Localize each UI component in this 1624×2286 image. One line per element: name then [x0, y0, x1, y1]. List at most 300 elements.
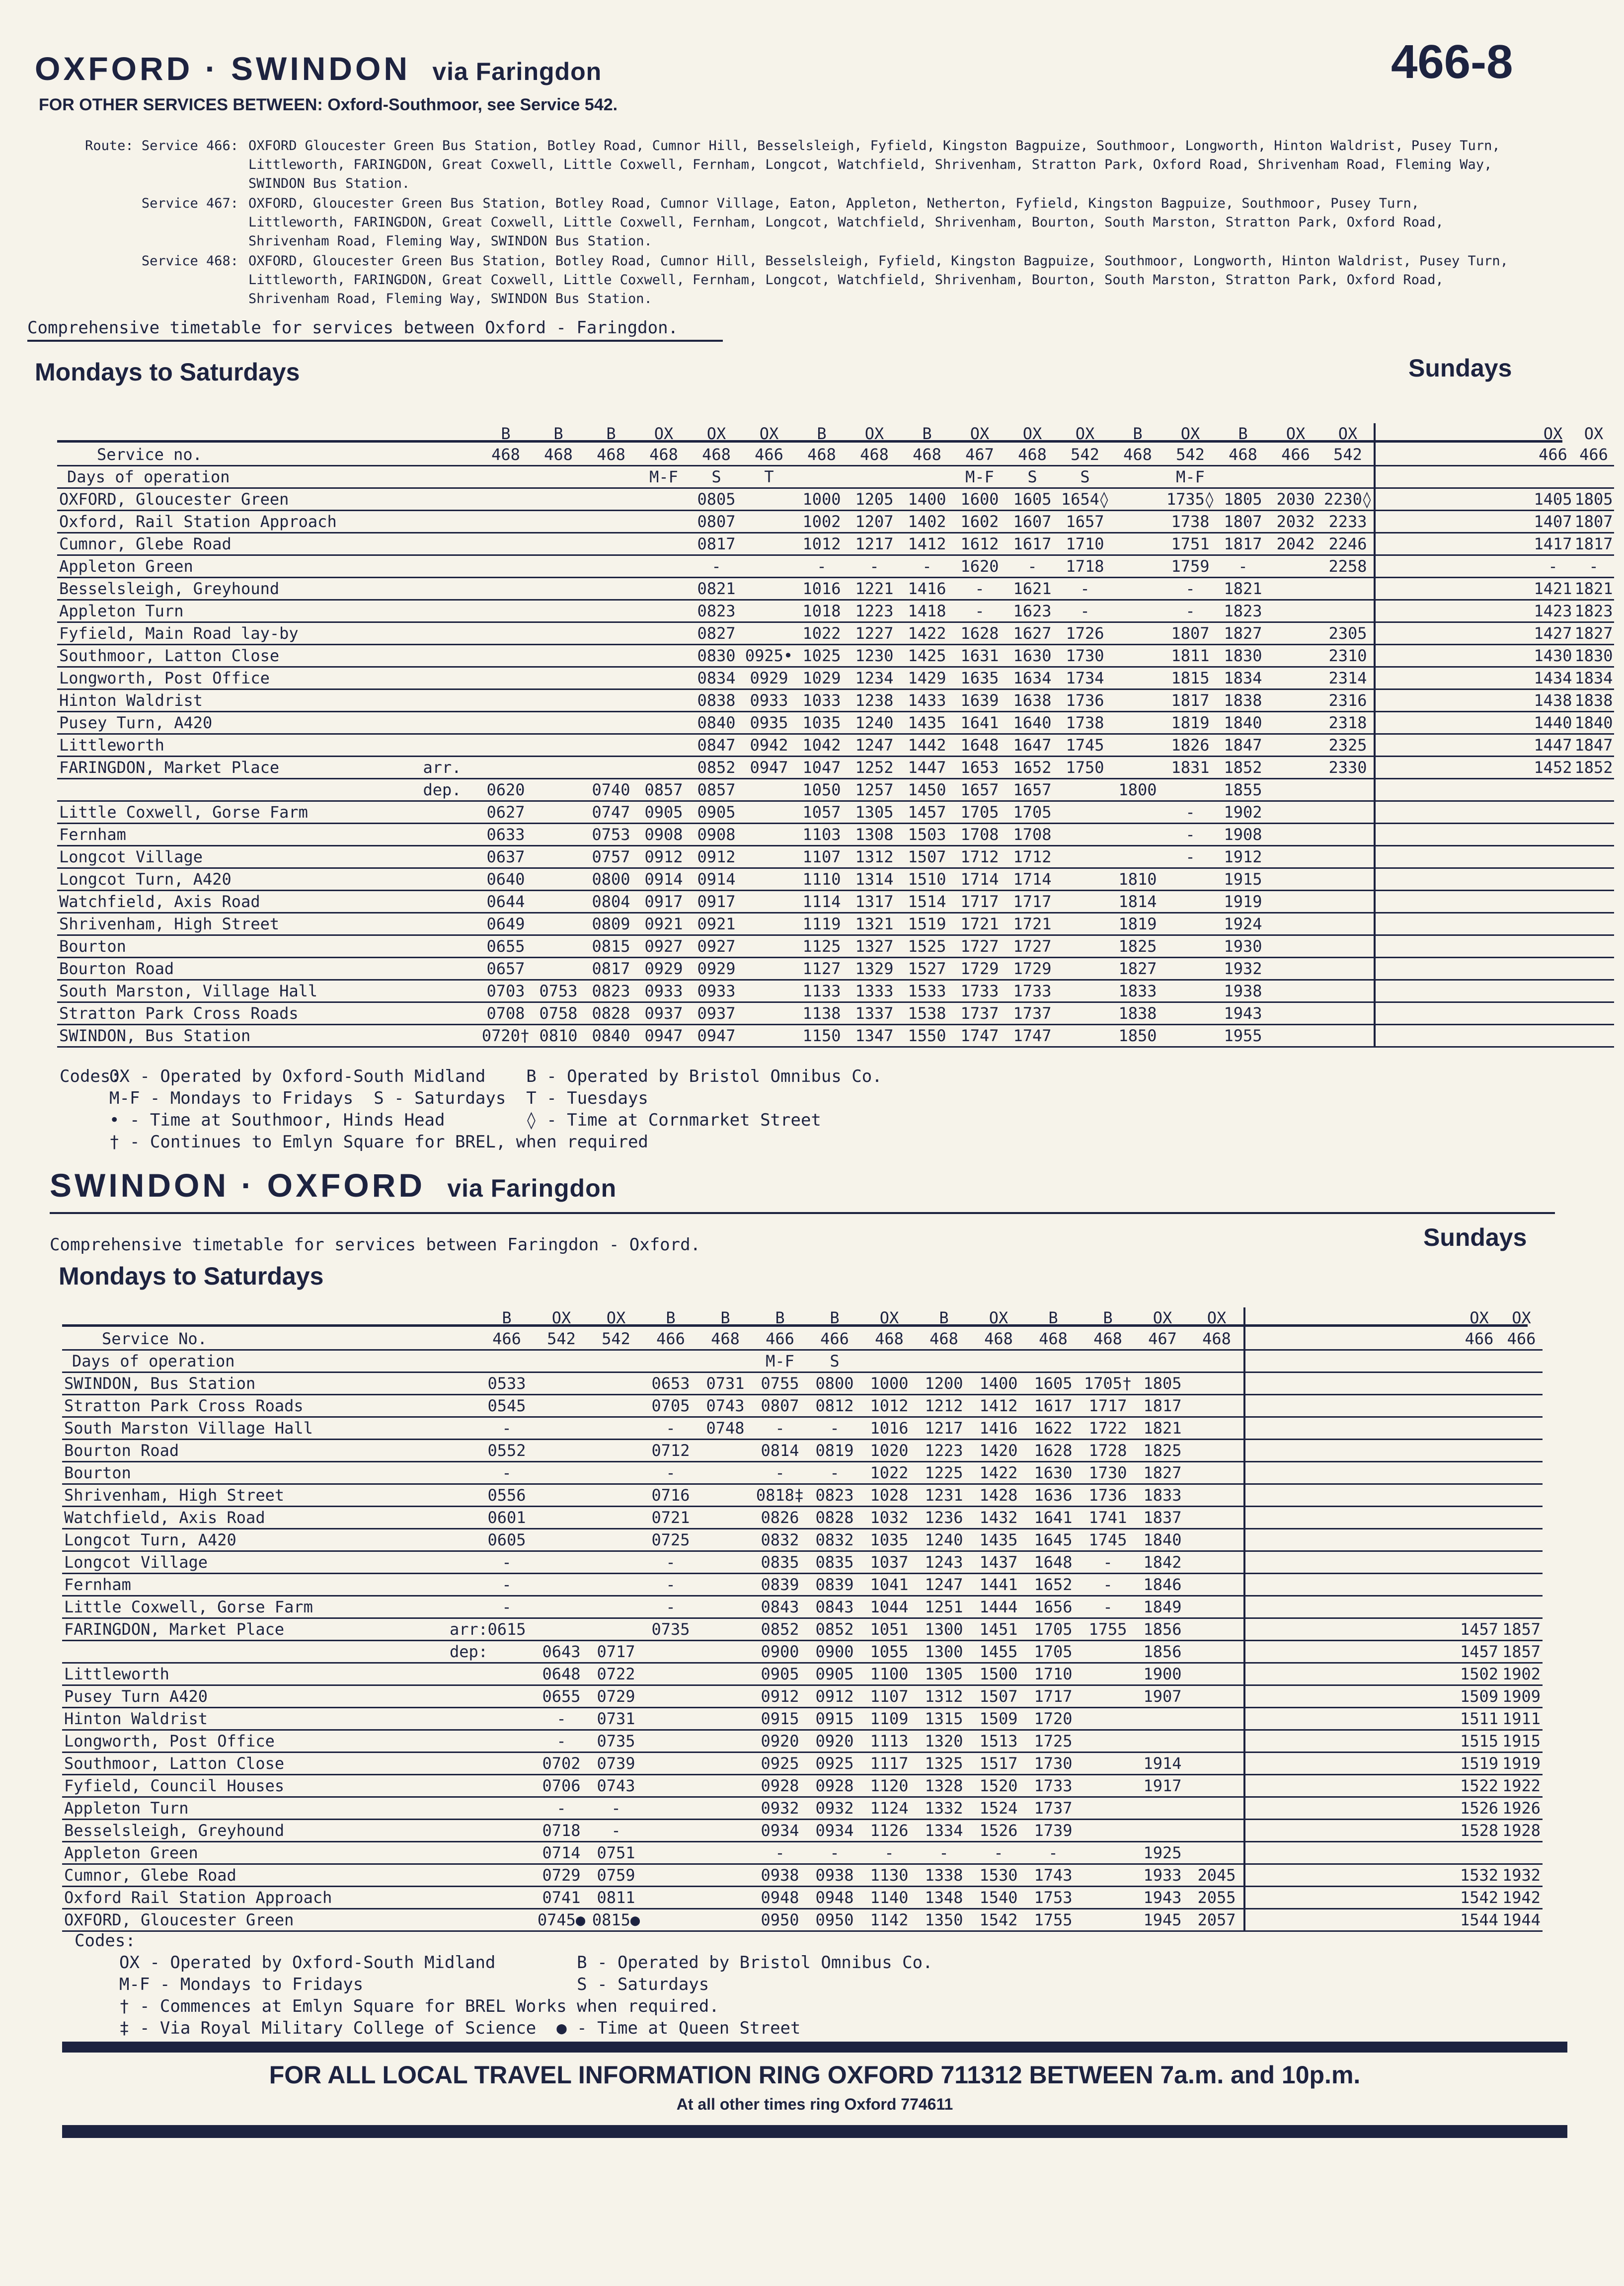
time-cell [643, 1820, 698, 1842]
header-cell: 468 [901, 444, 953, 466]
stop-name: OXFORD, Gloucester Green [62, 1909, 450, 1931]
time-cell: 1100 [862, 1663, 917, 1685]
sunday-divider [1244, 1507, 1458, 1529]
time-cell: 1000 [862, 1372, 917, 1395]
header-cell [1135, 1350, 1190, 1372]
header-cell [698, 1350, 753, 1372]
stop-name: Watchfield, Axis Road [62, 1507, 450, 1529]
time-cell: 1630 [1026, 1462, 1081, 1484]
time-cell: - [862, 1842, 917, 1864]
time-cell: 0703 [479, 980, 532, 1002]
time-cell [589, 1507, 643, 1529]
time-cell [1322, 935, 1375, 958]
time-cell: 1257 [848, 779, 901, 801]
time-cell [698, 1596, 753, 1618]
timetable-row [62, 1395, 1543, 1417]
time-cell [1190, 1753, 1244, 1775]
header-cell [795, 466, 848, 488]
sunday-time-cell: 1807 [1573, 511, 1614, 533]
time-cell: 1533 [901, 980, 953, 1002]
time-cell: 0921 [637, 913, 690, 935]
time-cell: 1525 [901, 935, 953, 958]
time-cell: - [1081, 1574, 1135, 1596]
time-cell: 0640 [479, 868, 532, 891]
time-cell: 1830 [1217, 645, 1269, 667]
header-cell: M-F [637, 466, 690, 488]
header-cell: 466 [1269, 444, 1322, 466]
sunday-divider [1375, 712, 1533, 734]
time-cell: 1527 [901, 958, 953, 980]
time-cell: 1451 [971, 1618, 1026, 1641]
stop-name [62, 1641, 450, 1663]
time-cell [637, 667, 690, 689]
header-cell [1026, 1350, 1081, 1372]
stop-name: Longworth, Post Office [62, 1730, 450, 1753]
time-cell [637, 757, 690, 779]
time-cell: 0817 [585, 958, 637, 980]
sunday-time-cell: 1817 [1573, 533, 1614, 555]
time-cell [1269, 846, 1322, 868]
sunday-time-cell [1573, 846, 1614, 868]
time-cell: 1334 [917, 1820, 971, 1842]
time-cell: 0925 [753, 1753, 807, 1775]
stop-name: Oxford, Rail Station Approach [57, 511, 405, 533]
sunday-time-cell: - [1573, 555, 1614, 578]
time-cell [743, 600, 795, 622]
time-cell: 1819 [1164, 712, 1217, 734]
stop-sub [405, 488, 479, 511]
stop-name: Besselsleigh, Greyhound [57, 578, 405, 600]
time-cell [1322, 1002, 1375, 1025]
header-cell: 466 [1500, 1328, 1543, 1350]
time-cell: 0905 [690, 801, 743, 824]
time-cell: 0912 [753, 1685, 807, 1708]
time-cell: 1012 [862, 1395, 917, 1417]
row-label [57, 423, 479, 444]
timetable-row [57, 824, 1614, 846]
header-cell: OX [654, 424, 674, 443]
sunday-divider [1244, 1663, 1458, 1685]
sunday-time-cell [1500, 1596, 1543, 1618]
sunday-time-cell [1533, 846, 1573, 868]
time-cell: 1300 [917, 1618, 971, 1641]
time-cell [698, 1864, 753, 1887]
time-cell [585, 600, 637, 622]
time-cell: 1739 [1026, 1820, 1081, 1842]
time-cell: 0843 [753, 1596, 807, 1618]
timetable-row [57, 958, 1614, 980]
time-cell: 1444 [971, 1596, 1026, 1618]
time-cell [637, 578, 690, 600]
time-cell: 0605 [479, 1529, 534, 1551]
time-cell [1269, 734, 1322, 757]
title-destination: SWINDON [231, 50, 410, 87]
time-cell: 1645 [1026, 1529, 1081, 1551]
time-cell: 0942 [743, 734, 795, 757]
stop-name: Longcot Turn, A420 [57, 868, 405, 891]
sunday-divider [1375, 689, 1533, 712]
sunday-time-cell: 1511 [1458, 1708, 1500, 1730]
time-cell [585, 757, 637, 779]
sunday-time-cell: 1417 [1533, 533, 1573, 555]
stop-sub [405, 980, 479, 1002]
header-cell: B [553, 424, 563, 443]
time-cell [479, 1730, 534, 1753]
time-cell: 0827 [690, 622, 743, 645]
header-cell: 468 [479, 444, 532, 466]
code-line: M-F - Mondays to Fridays S - Saturdays T - Tuesdays [109, 1088, 648, 1108]
time-cell: 1607 [1006, 511, 1059, 533]
time-cell [479, 734, 532, 757]
time-cell [1322, 958, 1375, 980]
time-cell: 0932 [753, 1797, 807, 1820]
time-cell: 0620 [479, 779, 532, 801]
time-cell: - [479, 1551, 534, 1574]
time-cell: 0828 [585, 1002, 637, 1025]
time-cell [1269, 1025, 1322, 1047]
time-cell: 1810 [1111, 868, 1164, 891]
sunday-time-cell: 1430 [1533, 645, 1573, 667]
stop-sub [405, 533, 479, 555]
time-cell: 1800 [1111, 779, 1164, 801]
time-cell: 1717 [1026, 1685, 1081, 1708]
time-cell [534, 1417, 589, 1440]
time-cell [1135, 1730, 1190, 1753]
time-cell [534, 1574, 589, 1596]
time-cell: 1402 [901, 511, 953, 533]
header-cell: OX [606, 1308, 626, 1327]
sunday-divider [1375, 846, 1533, 868]
sunday-time-cell [1500, 1440, 1543, 1462]
timetable-row [57, 868, 1614, 891]
time-cell: 1738 [1164, 511, 1217, 533]
sunday-time-cell: 1847 [1573, 734, 1614, 757]
stop-sub [450, 1507, 479, 1529]
sunday-time-cell [1500, 1417, 1543, 1440]
time-cell: 1708 [953, 824, 1006, 846]
time-cell: 1018 [795, 600, 848, 622]
time-cell: 1217 [917, 1417, 971, 1440]
time-cell: 1205 [848, 488, 901, 511]
stop-name: Appleton Green [62, 1842, 450, 1864]
time-cell [643, 1842, 698, 1864]
sunday-divider [1375, 578, 1533, 600]
sunday-time-cell [1573, 980, 1614, 1002]
time-cell: 0633 [479, 824, 532, 846]
time-cell: 1150 [795, 1025, 848, 1047]
time-cell [743, 913, 795, 935]
header-cell: M-F [953, 466, 1006, 488]
time-cell: 2233 [1322, 511, 1375, 533]
time-cell [585, 645, 637, 667]
sunday-time-cell: 1457 [1458, 1641, 1500, 1663]
time-cell: 2325 [1322, 734, 1375, 757]
inbound-codes [75, 1930, 933, 2039]
time-cell [637, 533, 690, 555]
stop-sub [405, 555, 479, 578]
time-cell: 1252 [848, 757, 901, 779]
time-cell: 1755 [1026, 1909, 1081, 1931]
time-cell [1111, 488, 1164, 511]
header-cell: OX [551, 1308, 571, 1327]
time-cell: 1925 [1135, 1842, 1190, 1864]
sunday-divider [1244, 1618, 1458, 1641]
stop-sub: arr. [405, 757, 479, 779]
time-cell [479, 1797, 534, 1820]
time-cell: - [690, 555, 743, 578]
time-cell: 1447 [901, 757, 953, 779]
time-cell [479, 578, 532, 600]
time-cell: 0857 [690, 779, 743, 801]
time-cell [534, 1440, 589, 1462]
time-cell [534, 1596, 589, 1618]
time-cell [743, 1002, 795, 1025]
time-cell [1322, 779, 1375, 801]
time-cell: 1747 [1006, 1025, 1059, 1047]
sunday-time-cell [1500, 1395, 1543, 1417]
sunday-divider [1375, 980, 1533, 1002]
time-cell: 1825 [1111, 935, 1164, 958]
time-cell: 0657 [479, 958, 532, 980]
header-cell [479, 466, 532, 488]
timetable-row [62, 1417, 1543, 1440]
time-cell: 1520 [971, 1775, 1026, 1797]
time-cell: 1638 [1006, 689, 1059, 712]
time-cell: 0655 [534, 1685, 589, 1708]
stop-sub [450, 1730, 479, 1753]
outbound-comprehensive-note: Comprehensive timetable for services between Oxford - Faringdon. [27, 318, 679, 338]
time-cell [1190, 1417, 1244, 1440]
sunday-time-cell: - [1533, 555, 1573, 578]
title-via: via Faringdon [447, 1174, 617, 1202]
time-cell: 1743 [1026, 1864, 1081, 1887]
outbound-codes [60, 1066, 882, 1153]
stop-sub [405, 689, 479, 712]
time-cell [1269, 958, 1322, 980]
time-cell: 1422 [901, 622, 953, 645]
time-cell [479, 689, 532, 712]
time-cell: 1400 [971, 1372, 1026, 1395]
time-cell: 0905 [753, 1663, 807, 1685]
header-cell: 468 [971, 1328, 1026, 1350]
stop-name: Bourton Road [62, 1440, 450, 1462]
outbound-weekday-heading: Mondays to Saturdays [35, 358, 300, 386]
timetable-row [62, 1372, 1543, 1395]
time-cell: 1347 [848, 1025, 901, 1047]
time-cell [698, 1663, 753, 1685]
time-cell: 1811 [1164, 645, 1217, 667]
time-cell: 1605 [1026, 1372, 1081, 1395]
time-cell: 1028 [862, 1484, 917, 1507]
time-cell: 1142 [862, 1909, 917, 1931]
codes-label: Codes: [75, 1931, 136, 1951]
time-cell [643, 1685, 698, 1708]
time-cell: 1840 [1217, 712, 1269, 734]
stop-name: Littleworth [57, 734, 405, 757]
time-cell [743, 533, 795, 555]
sunday-time-cell: 1926 [1500, 1797, 1543, 1820]
stop-sub [405, 600, 479, 622]
time-cell [1190, 1462, 1244, 1484]
sunday-time-cell [1533, 1002, 1573, 1025]
time-cell: 0644 [479, 891, 532, 913]
time-cell: 0826 [753, 1507, 807, 1529]
time-cell [589, 1618, 643, 1641]
timetable-row [57, 1025, 1614, 1047]
time-cell [479, 1820, 534, 1842]
time-cell: 2055 [1190, 1887, 1244, 1909]
time-cell: 1730 [1081, 1462, 1135, 1484]
header-cell: 466 [1458, 1328, 1500, 1350]
header-cell: OX [989, 1308, 1008, 1327]
time-cell: 1231 [917, 1484, 971, 1507]
time-cell: 1524 [971, 1797, 1026, 1820]
time-cell [698, 1507, 753, 1529]
sunday-divider [1375, 511, 1533, 533]
time-cell [1081, 1685, 1135, 1708]
time-cell [534, 1618, 589, 1641]
time-cell [1059, 891, 1111, 913]
time-cell [1269, 1002, 1322, 1025]
time-cell: 1636 [1026, 1484, 1081, 1507]
time-cell [1111, 712, 1164, 734]
time-cell [532, 622, 585, 645]
row-label: Service no. [57, 444, 479, 466]
time-cell: 0712 [643, 1440, 698, 1462]
time-cell [643, 1797, 698, 1820]
time-cell [1164, 935, 1217, 958]
stop-sub [405, 1002, 479, 1025]
sunday-time-cell: 1944 [1500, 1909, 1543, 1931]
timetable-row [62, 1551, 1543, 1574]
time-cell [743, 935, 795, 958]
time-cell: 1705 [1026, 1618, 1081, 1641]
time-cell [1190, 1551, 1244, 1574]
timetable-row [57, 622, 1614, 645]
time-cell [1111, 757, 1164, 779]
time-cell: 1312 [917, 1685, 971, 1708]
time-cell [1190, 1372, 1244, 1395]
header-cell: OX [1286, 424, 1306, 443]
time-cell [1322, 891, 1375, 913]
time-cell: 0545 [479, 1395, 534, 1417]
stop-sub [450, 1775, 479, 1797]
timetable-row [57, 600, 1614, 622]
time-cell: 0900 [807, 1641, 862, 1663]
timetable-row [62, 1685, 1543, 1708]
time-cell: 0912 [807, 1685, 862, 1708]
time-cell [532, 891, 585, 913]
sunday-time-cell [1573, 958, 1614, 980]
time-cell: 1736 [1081, 1484, 1135, 1507]
time-cell: 0832 [753, 1529, 807, 1551]
time-cell: 1016 [795, 578, 848, 600]
timetable-row [57, 1002, 1614, 1025]
time-cell: 1238 [848, 689, 901, 712]
time-cell [532, 533, 585, 555]
time-cell: 2310 [1322, 645, 1375, 667]
time-cell: - [479, 1596, 534, 1618]
time-cell: 0702 [534, 1753, 589, 1775]
sunday-divider [1244, 1440, 1458, 1462]
time-cell [743, 555, 795, 578]
time-cell: 1029 [795, 667, 848, 689]
sunday-time-cell: 1915 [1500, 1730, 1543, 1753]
time-cell [479, 1775, 534, 1797]
sunday-time-cell: 1909 [1500, 1685, 1543, 1708]
row-label: Service No. [62, 1328, 479, 1350]
time-cell: 0915 [753, 1708, 807, 1730]
time-cell: 0908 [637, 824, 690, 846]
time-cell: 0743 [698, 1395, 753, 1417]
time-cell: 1429 [901, 667, 953, 689]
stop-name: Bourton Road [57, 958, 405, 980]
time-cell: 1450 [901, 779, 953, 801]
sunday-time-cell: 1457 [1458, 1618, 1500, 1641]
timetable-row [62, 1708, 1543, 1730]
sunday-time-cell [1500, 1574, 1543, 1596]
stop-sub [405, 801, 479, 824]
time-cell: 1627 [1006, 622, 1059, 645]
timetable-row [57, 667, 1614, 689]
time-cell: 0950 [753, 1909, 807, 1931]
time-cell: 1315 [917, 1708, 971, 1730]
route-text: OXFORD, Gloucester Green Bus Station, Botley Road, Cumnor Hill, Besselsleigh, Fyfield, Kingston Bagpuize, Southmoor, Longworth, Hinton Waldrist, Pusey Turn, Littleworth, FARINGDON, Great Coxwell, Little Coxwell, Fernham, Longcot, Watchfield, Shrivenham, Bourton, South Marston, Stratton Park, Oxford Road, Shrivenham Road, Fleming Way, SWINDON Bus Station. [248, 253, 1508, 306]
timetable-row [62, 1887, 1543, 1909]
time-cell [1081, 1708, 1135, 1730]
time-cell [1059, 958, 1111, 980]
time-cell [743, 868, 795, 891]
time-cell: 1833 [1111, 980, 1164, 1002]
stop-sub [450, 1887, 479, 1909]
time-cell [532, 958, 585, 980]
sunday-time-cell [1500, 1484, 1543, 1507]
time-cell: 0912 [690, 846, 743, 868]
time-cell: 1044 [862, 1596, 917, 1618]
time-cell: 1842 [1135, 1551, 1190, 1574]
time-cell: 1729 [1006, 958, 1059, 980]
timetable-row [62, 1596, 1543, 1618]
sunday-time-cell [1458, 1484, 1500, 1507]
time-cell: 0731 [698, 1372, 753, 1395]
time-cell [643, 1887, 698, 1909]
time-cell: - [1026, 1842, 1081, 1864]
time-cell: 1025 [795, 645, 848, 667]
codes-label: Codes: [60, 1067, 121, 1086]
sunday-time-cell: 1857 [1500, 1618, 1543, 1641]
time-cell: - [807, 1462, 862, 1484]
timetable-row [62, 1507, 1543, 1529]
time-cell: 2032 [1269, 511, 1322, 533]
time-cell: 1827 [1135, 1462, 1190, 1484]
time-cell [534, 1462, 589, 1484]
header-cell: 468 [1006, 444, 1059, 466]
time-cell: 1416 [971, 1417, 1026, 1440]
time-cell: 1012 [795, 533, 848, 555]
sunday-divider [1375, 488, 1533, 511]
time-cell: 0840 [585, 1025, 637, 1047]
time-cell [698, 1551, 753, 1574]
time-cell: - [534, 1730, 589, 1753]
time-cell: 1657 [1059, 511, 1111, 533]
time-cell [1111, 846, 1164, 868]
time-cell: - [643, 1596, 698, 1618]
time-cell [585, 578, 637, 600]
time-cell: 0706 [534, 1775, 589, 1797]
time-cell: 1037 [862, 1551, 917, 1574]
time-cell [698, 1462, 753, 1484]
stop-sub [450, 1797, 479, 1820]
